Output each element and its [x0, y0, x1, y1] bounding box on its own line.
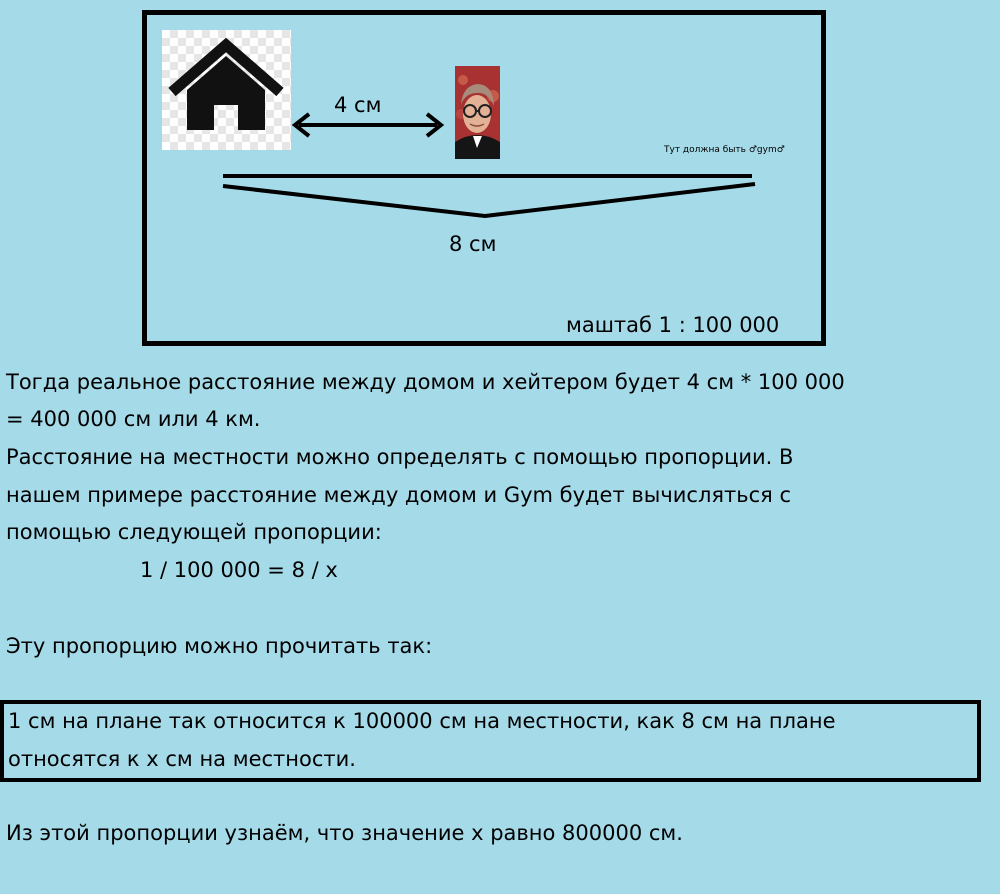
portrait-photo [455, 66, 500, 159]
gym-note: Тут должна быть ♂gym♂ [664, 145, 785, 155]
proportion-formula: 1 / 100 000 = 8 / x [140, 558, 338, 582]
text-line-4: нашем примере расстояние между домом и Gym будет вычисляться с [6, 483, 792, 507]
highlight-box [0, 700, 981, 782]
distance-short-label: 4 см [334, 93, 382, 117]
text-line-3: Расстояние на местности можно определять с помощью пропорции. В [6, 445, 794, 469]
house-icon [162, 30, 291, 150]
distance-long-label: 8 см [449, 232, 497, 256]
highlight-line-2: относятся к x см на местности. [8, 747, 356, 771]
read-intro: Эту пропорцию можно прочитать так: [6, 634, 433, 658]
text-line-5: помощью следующей пропорции: [6, 520, 382, 544]
text-line-1: Тогда реальное расстояние между домом и хейтером будет 4 см * 100 000 [6, 370, 845, 394]
distance-brace [220, 170, 760, 225]
text-line-2: = 400 000 см или 4 км. [6, 407, 261, 431]
house-image [162, 30, 291, 150]
highlight-line-1: 1 см на плане так относится к 100000 см на местности, как 8 см на плане [8, 709, 836, 733]
conclusion: Из этой пропорции узнаём, что значение x равно 800000 см. [6, 821, 683, 845]
scale-label: маштаб 1 : 100 000 [566, 313, 780, 337]
